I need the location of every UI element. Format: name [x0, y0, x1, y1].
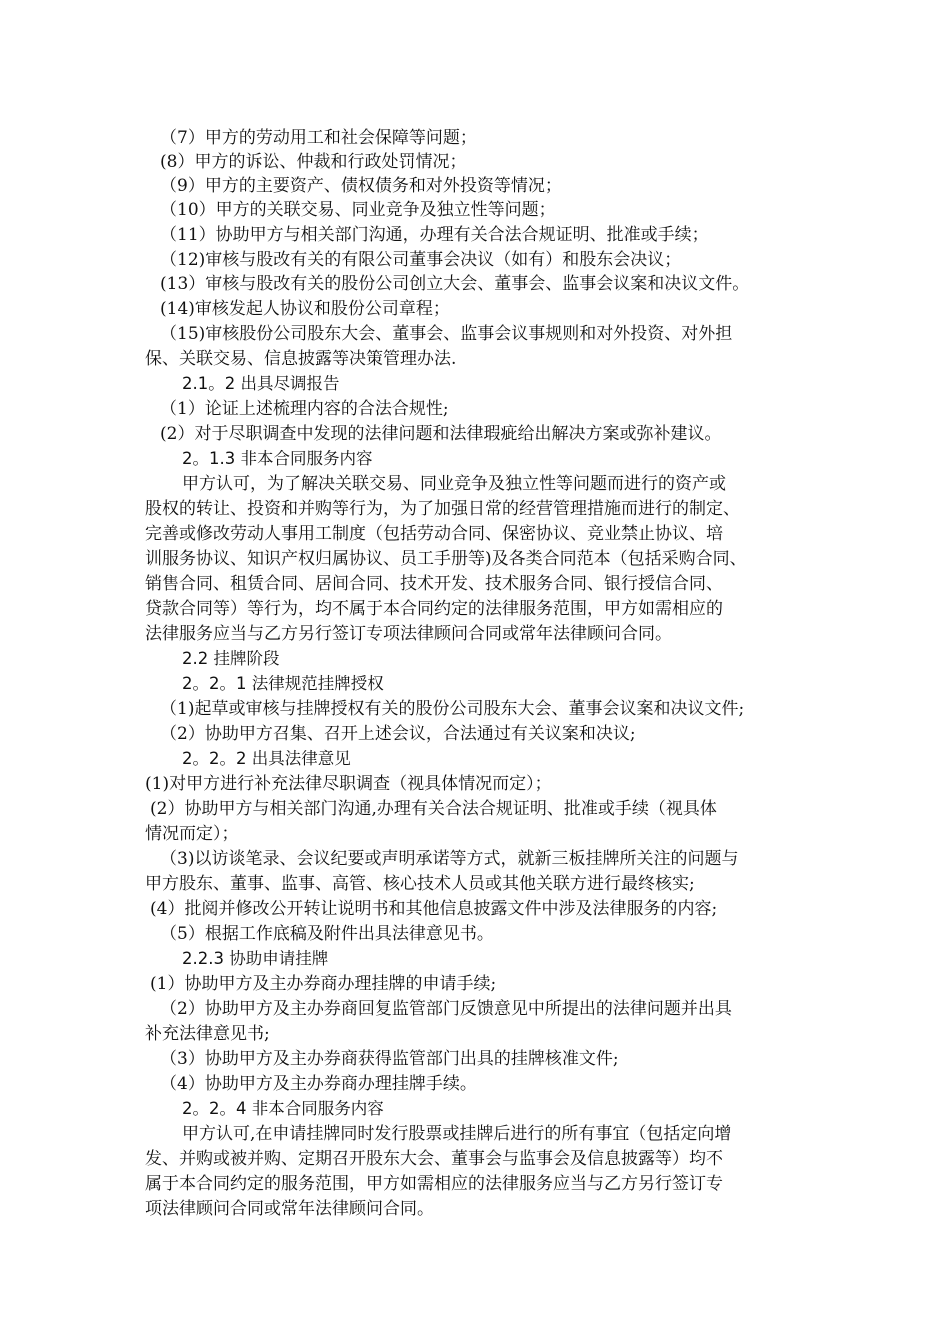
list-item-2: （2）协助甲方及主办券商回复监管部门反馈意见中所提出的法律问题并出具	[160, 999, 732, 1019]
paragraph-line: 甲方认可，为了解决关联交易、同业竞争及独立性等问题而进行的资产或	[182, 474, 726, 494]
list-item-10: （10）甲方的关联交易、同业竞争及独立性等问题；	[160, 200, 556, 220]
list-item-3: （3）协助甲方及主办券商获得监管部门出具的挂牌核准文件;	[160, 1049, 619, 1069]
list-item-2-continued: 情况而定）；	[145, 824, 239, 844]
paragraph-line: 销售合同、租赁合同、居间合同、技术开发、技术服务合同、银行授信合同、	[145, 574, 723, 594]
paragraph-line: 贷款合同等）等行为，均不属于本合同约定的法律服务范围，甲方如需相应的	[145, 599, 723, 619]
list-item-1: （1)起草或审核与挂牌授权有关的股份公司股东大会、董事会议案和决议文件;	[160, 699, 745, 719]
list-item-7: （7）甲方的劳动用工和社会保障等问题；	[160, 128, 477, 148]
section-heading-2-2-4: 2。2。4 非本合同服务内容	[182, 1099, 384, 1118]
section-heading-2-2-3: 2.2.3 协助申请挂牌	[182, 949, 329, 968]
list-item-2: (2）协助甲方与相关部门沟通,办理有关合法合规证明、批准或手续（视具体	[150, 799, 717, 819]
list-item-14: (14)审核发起人协议和股份公司章程；	[160, 299, 450, 319]
paragraph-line: 训服务协议、知识产权归属协议、员工手册等)及各类合同范本（包括采购合同、	[145, 549, 747, 569]
list-item-9: （9）甲方的主要资产、债权债务和对外投资等情况；	[160, 176, 562, 196]
list-item-5: （5）根据工作底稿及附件出具法律意见书。	[160, 924, 494, 944]
list-item-15: （15)审核股份公司股东大会、董事会、监事会议事规则和对外投资、对外担	[160, 324, 733, 344]
list-item-4: （4）协助甲方及主办券商办理挂牌手续。	[160, 1074, 477, 1094]
list-item-8: (8）甲方的诉讼、仲裁和行政处罚情况；	[160, 152, 467, 172]
section-heading-2-2-2: 2。2。2 出具法律意见	[182, 749, 351, 768]
paragraph-line: 发、并购或被并购、定期召开股东大会、董事会与监事会及信息披露等）均不	[145, 1149, 723, 1169]
list-item-3-continued: 甲方股东、董事、监事、高管、核心技术人员或其他关联方进行最终核实;	[145, 874, 695, 894]
paragraph-line: 法律服务应当与乙方另行签订专项法律顾问合同或常年法律顾问合同。	[145, 624, 672, 644]
list-item-1: (1）协助甲方及主办券商办理挂牌的申请手续;	[150, 974, 497, 994]
list-item-2: （2）协助甲方召集、召开上述会议，合法通过有关议案和决议;	[160, 724, 636, 744]
section-heading-2-2: 2.2 挂牌阶段	[182, 649, 280, 668]
section-heading-2-1-2: 2.1。2 出具尽调报告	[182, 374, 340, 393]
list-item-1: (1)对甲方进行补充法律尽职调查（视具体情况而定）；	[145, 774, 552, 794]
list-item-15-continued: 保、关联交易、信息披露等决策管理办法.	[145, 349, 457, 369]
paragraph-line: 股权的转让、投资和并购等行为，为了加强日常的经营管理措施而进行的制定、	[145, 499, 740, 519]
list-item-11: （11）协助甲方与相关部门沟通，办理有关合法合规证明、批准或手续；	[160, 225, 709, 245]
paragraph-line: 属于本合同约定的服务范围，甲方如需相应的法律服务应当与乙方另行签订专	[145, 1174, 723, 1194]
paragraph-line: 完善或修改劳动人事用工制度（包括劳动合同、保密协议、竞业禁止协议、培	[145, 524, 723, 544]
list-item-1: （1）论证上述梳理内容的合法合规性;	[160, 399, 449, 419]
paragraph-line: 项法律顾问合同或常年法律顾问合同。	[145, 1199, 434, 1219]
paragraph-line: 甲方认可,在申请挂牌同时发行股票或挂牌后进行的所有事宜（包括定向增	[182, 1124, 732, 1144]
list-item-3: （3)以访谈笔录、会议纪要或声明承诺等方式，就新三板挂牌所关注的问题与	[160, 849, 739, 869]
list-item-2: (2）对于尽职调查中发现的法律问题和法律瑕疵给出解决方案或弥补建议。	[160, 424, 722, 444]
list-item-12: （12)审核与股改有关的有限公司董事会决议（如有）和股东会决议；	[160, 250, 682, 270]
list-item-13: (13）审核与股改有关的股份公司创立大会、董事会、监事会议案和决议文件。	[160, 274, 750, 294]
section-heading-2-1-3: 2。1.3 非本合同服务内容	[182, 449, 373, 468]
list-item-2-continued: 补充法律意见书;	[145, 1024, 270, 1044]
section-heading-2-2-1: 2。2。1 法律规范挂牌授权	[182, 674, 384, 693]
list-item-4: (4）批阅并修改公开转让说明书和其他信息披露文件中涉及法律服务的内容;	[150, 899, 718, 919]
